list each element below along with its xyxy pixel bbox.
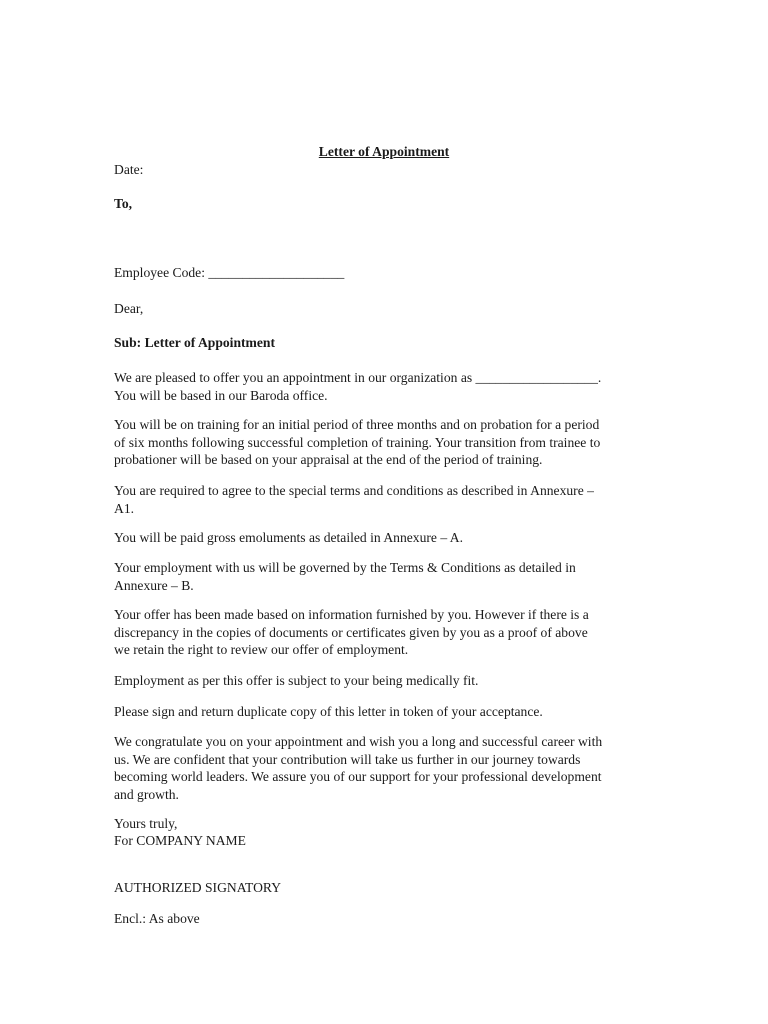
paragraph-medical [114,672,659,690]
subject-line: Sub: Letter of Appointment [114,335,275,350]
company-name: For COMPANY NAME [114,833,246,848]
paragraph-line: becoming world leaders. We assure you of our support for your professional development [114,769,602,784]
paragraph-line: Annexure – B. [114,577,194,593]
paragraph-governance [114,559,659,594]
paragraph-line: probationer will be based on your appraisal at the end of the period of training. [114,452,543,467]
salutation: Dear, [114,301,144,316]
closing: Yours truly, [114,816,178,831]
paragraph-line: You will be on training for an initial period of three months and on probation for a period [114,417,600,432]
paragraph-line: You will be based in our Baroda office. [114,387,328,403]
authorized-signatory: AUTHORIZED SIGNATORY [114,880,282,895]
paragraph-offer [114,369,659,404]
paragraph-line: A1. [114,500,135,516]
paragraph-line: Employment as per this offer is subject to your being medically fit. [114,673,479,688]
paragraph-terms [114,482,659,517]
paragraph-congratulations [114,733,659,803]
paragraph-line: We congratulate you on your appointment and wish you a long and successful career with [114,734,603,749]
to-label: To, [114,196,133,211]
paragraph-emoluments [114,529,659,547]
paragraph-line: and growth. [114,786,179,802]
paragraph-line: Your employment with us will be governed by the Terms & Conditions as detailed in [114,560,576,575]
paragraph-line: discrepancy in the copies of documents or certificates given by you as a proof of above [114,624,588,640]
paragraph-line: we retain the right to review our offer of employment. [114,642,409,657]
paragraph-line: Your offer has been made based on information furnished by you. However if there is a [114,607,589,622]
date-label: Date: [114,162,144,177]
paragraph-training [114,416,659,469]
employee-code-line: Employee Code: ____________________ [114,265,345,280]
paragraph-verification [114,606,659,659]
paragraph-line: Please sign and return duplicate copy of this letter in token of your acceptance. [114,704,543,719]
paragraph-line: us. We are confident that your contribution will take us further in our journey towards [114,751,581,767]
letter-title: Letter of Appointment [318,144,450,159]
enclosure: Encl.: As above [114,911,200,926]
paragraph-acceptance [114,703,659,721]
paragraph-line: You will be paid gross emoluments as detailed in Annexure – A. [114,530,463,545]
paragraph-line: of six months following successful completion of training. Your transition from trainee to [114,434,601,450]
paragraph-line: We are pleased to offer you an appointment in our organization as __________________. [114,370,602,385]
paragraph-line: You are required to agree to the special terms and conditions as described in Annexure – [114,483,594,498]
